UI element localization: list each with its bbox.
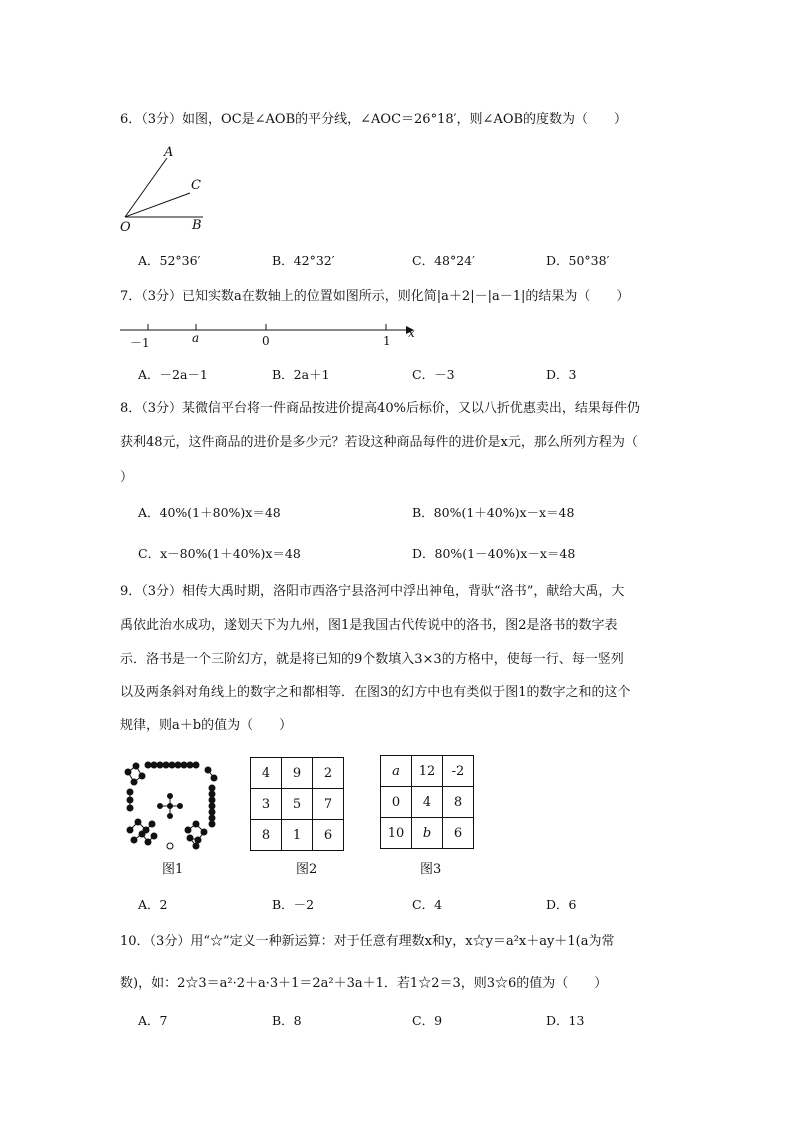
axis-label-x: x [408, 326, 415, 340]
magic-square-grid-2 [250, 757, 344, 851]
grid2-cell: 6 [313, 820, 344, 851]
q10-option-d[interactable]: D．13 [546, 1013, 585, 1028]
q9-option-b[interactable]: B．－2 [272, 897, 315, 912]
q9-option-c[interactable]: C．4 [412, 897, 443, 912]
q9-line5: 规律，则a＋b的值为（ ） [120, 718, 293, 733]
q6-option-d[interactable]: D．50°38′ [546, 253, 610, 268]
grid3-cell: 12 [412, 756, 443, 787]
grid3-cell: 0 [381, 787, 412, 818]
q8-line1: 8．（3分）某微信平台将一件商品按进价提高40%后标价，又以八折优惠卖出，结果每件仍 [120, 401, 640, 416]
grid2-cell: 4 [251, 758, 282, 789]
q9-line2: 禹依此治水成功，遂划天下为九州，图1是我国古代传说中的洛书，图2是洛书的数字表 [120, 618, 618, 633]
axis-label-one: 1 [383, 334, 391, 348]
figure3-caption: 图3 [420, 862, 442, 877]
grid3-cell: b [412, 818, 443, 849]
label-C: C [191, 178, 201, 193]
q6-option-a[interactable]: A．52°36′ [138, 253, 201, 268]
q8-line3: ） [120, 470, 134, 485]
grid3-cell: 8 [443, 787, 474, 818]
q8-option-a[interactable]: A．40%(1＋80%)x＝48 [138, 505, 281, 520]
grid2-cell: 7 [313, 789, 344, 820]
label-B: B [192, 218, 202, 233]
magic-square-grid-3 [380, 755, 474, 849]
q6-option-c[interactable]: C．48°24′ [412, 253, 475, 268]
q8-line2: 获利48元，这件商品的进价是多少元？若设这种商品每件的进价是x元，那么所列方程为（ [120, 435, 638, 450]
figure1-caption: 图1 [162, 862, 184, 877]
grid3-cell: 4 [412, 787, 443, 818]
q7-option-d[interactable]: D．3 [546, 367, 577, 382]
q10-option-c[interactable]: C．9 [412, 1013, 443, 1028]
label-A: A [164, 145, 174, 160]
grid2-cell: 5 [282, 789, 313, 820]
q9-line4: 以及两条斜对角线上的数字之和都相等．在图3的幻方中也有类似于图1的数字之和的这个 [120, 685, 631, 700]
luoshu-dot-figure [120, 760, 220, 852]
q6-option-b[interactable]: B．42°32′ [272, 253, 335, 268]
figure2-caption: 图2 [296, 862, 318, 877]
q10-line1: 10．（3分）用“☆”定义一种新运算：对于任意有理数x和y，x☆y＝a²x＋ay＋1(a为常 [120, 934, 615, 949]
q10-option-b[interactable]: B．8 [272, 1013, 302, 1028]
axis-label-zero: 0 [262, 334, 270, 348]
q8-option-d[interactable]: D．80%(1－40%)x－x＝48 [412, 546, 576, 561]
q7-option-a[interactable]: A．－2a－1 [138, 367, 208, 382]
grid3-cell: 10 [381, 818, 412, 849]
q9-line1: 9．（3分）相传大禹时期，洛阳市西洛宁县洛河中浮出神龟，背驮“洛书”，献给大禹，大 [120, 584, 625, 599]
q10-line2: 数)，如：2☆3＝a²·2＋a·3＋1＝2a²＋3a＋1．若1☆2＝3，则3☆6的值为（ ） [120, 976, 608, 991]
q8-option-b[interactable]: B．80%(1＋40%)x－x＝48 [412, 505, 575, 520]
axis-label-minus-one: －1 [130, 336, 150, 350]
q9-line3: 示．洛书是一个三阶幻方，就是将已知的9个数填入3×3的方格中，使每一行、每一竖列 [120, 652, 624, 667]
axis-label-a: a [192, 331, 200, 345]
grid3-cell: -2 [443, 756, 474, 787]
label-O: O [120, 220, 131, 235]
q7-stem: 7．（3分）已知实数a在数轴上的位置如图所示，则化简|a＋2|－|a－1|的结果为（ ） [120, 289, 630, 304]
grid2-cell: 2 [313, 758, 344, 789]
q6-stem: 6．（3分）如图，OC是∠AOB的平分线，∠AOC＝26°18′，则∠AOB的度数为（ ） [120, 112, 628, 127]
q9-option-a[interactable]: A．2 [138, 897, 168, 912]
q9-option-d[interactable]: D．6 [546, 897, 577, 912]
q8-option-c[interactable]: C．x－80%(1＋40%)x＝48 [138, 546, 301, 561]
grid3-cell: a [381, 756, 412, 787]
grid2-cell: 3 [251, 789, 282, 820]
q7-option-b[interactable]: B．2a＋1 [272, 367, 330, 382]
grid2-cell: 8 [251, 820, 282, 851]
grid3-cell: 6 [443, 818, 474, 849]
grid2-cell: 9 [282, 758, 313, 789]
q7-option-c[interactable]: C．－3 [412, 367, 455, 382]
q10-option-a[interactable]: A．7 [138, 1013, 168, 1028]
grid2-cell: 1 [282, 820, 313, 851]
